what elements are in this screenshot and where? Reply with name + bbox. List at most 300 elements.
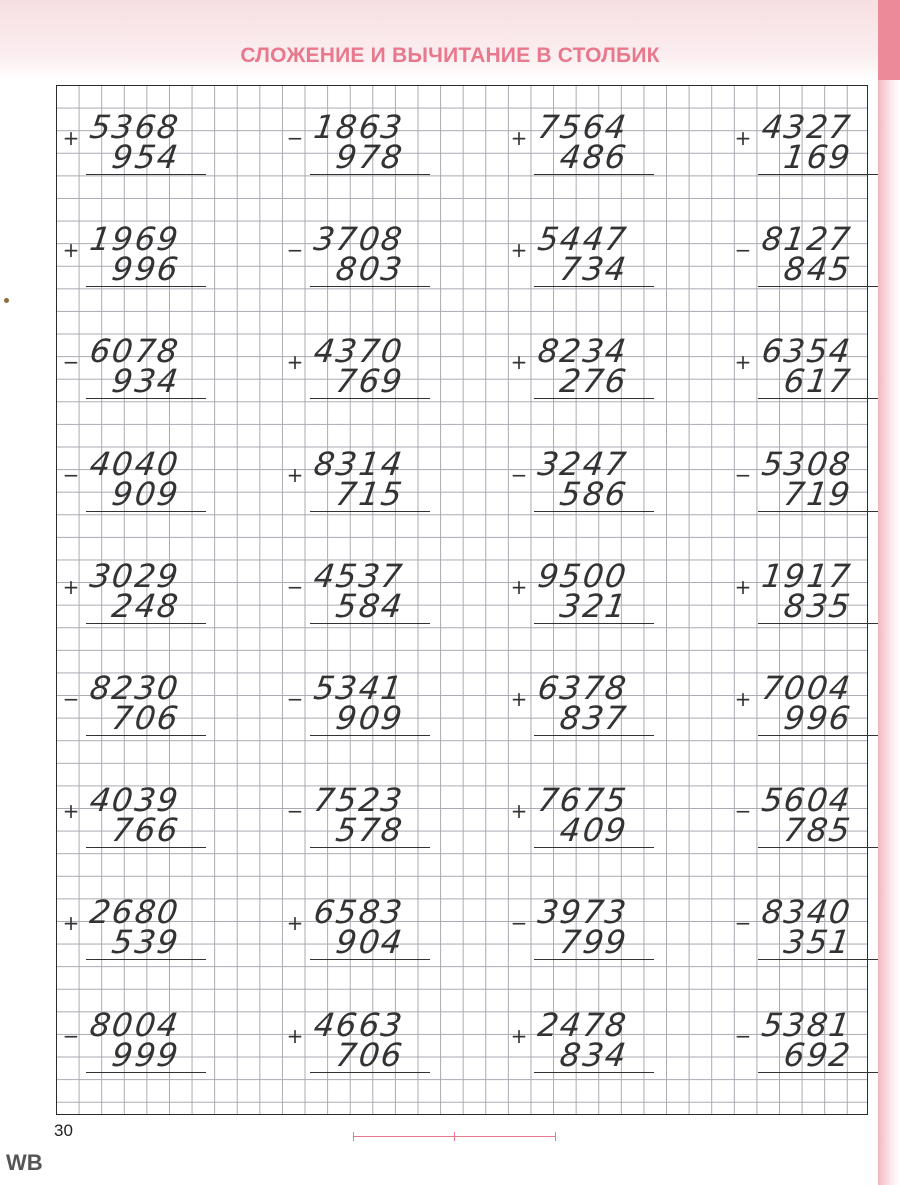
digit: 3: [580, 699, 606, 737]
operation-sign: +: [62, 799, 80, 824]
digit: 2: [132, 556, 158, 595]
operation-sign: −: [286, 687, 304, 711]
digit: 2: [557, 444, 584, 483]
column-arithmetic-problem: [286, 444, 436, 517]
digit: 7: [580, 893, 606, 932]
digit: 9: [109, 1035, 136, 1074]
digit: 7: [602, 444, 629, 483]
digit: 1: [759, 556, 785, 595]
operation-sign: +: [286, 350, 304, 375]
digit: 0: [154, 669, 181, 707]
digit: 6: [356, 362, 382, 401]
digit: 0: [154, 444, 181, 483]
column-arithmetic-problem: [734, 895, 884, 965]
digit: 0: [804, 444, 830, 483]
digit: 6: [87, 332, 113, 371]
second-operand: [76, 586, 188, 625]
second-operand: [748, 586, 860, 625]
digit: 7: [356, 811, 382, 850]
column-arithmetic-problem: [62, 444, 212, 517]
digit: 3: [311, 220, 337, 259]
operation-sign: +: [510, 687, 528, 711]
operation-sign: −: [62, 1023, 80, 1048]
digit: 3: [132, 923, 158, 962]
digit: 7: [781, 474, 808, 513]
digit: 9: [333, 699, 360, 737]
digit: 7: [759, 669, 785, 707]
result-line: [758, 847, 878, 848]
digit: 4: [557, 220, 584, 259]
digit: 9: [154, 923, 181, 962]
digit: 0: [804, 669, 830, 707]
digit: 3: [132, 669, 158, 707]
digit: 4: [87, 781, 113, 820]
operation-sign: −: [734, 462, 752, 487]
digit: 4: [378, 923, 405, 962]
digit: 4: [557, 811, 584, 850]
digit: 7: [356, 332, 382, 371]
digit: 6: [557, 781, 584, 820]
digit: 8: [826, 444, 853, 483]
column-arithmetic-problem: [62, 556, 212, 629]
digit: 0: [132, 699, 158, 737]
result-line: [534, 623, 654, 624]
second-operand: [524, 701, 636, 735]
result-line: [758, 623, 878, 624]
operation-sign: −: [734, 799, 752, 824]
digit: 4: [602, 250, 629, 289]
second-operand: [300, 140, 412, 174]
result-line: [86, 847, 206, 848]
digit: 9: [109, 138, 136, 176]
digit: 4: [356, 669, 382, 707]
ruler-tick: [454, 1132, 455, 1141]
digit: 5: [557, 474, 584, 513]
digit: 8: [333, 250, 360, 289]
second-operand: [76, 923, 188, 962]
digit: 9: [826, 474, 853, 513]
digit: 7: [535, 781, 561, 820]
digit: 9: [333, 923, 360, 962]
digit: 9: [826, 138, 853, 176]
digit: 3: [378, 893, 405, 932]
column-arithmetic-problem: [286, 334, 436, 404]
digit: 8: [378, 811, 405, 850]
digit: 6: [781, 362, 808, 401]
result-line: [758, 959, 878, 960]
digit: 8: [580, 138, 606, 176]
digit: 2: [580, 586, 606, 625]
digit: 1: [826, 1005, 853, 1044]
digit: 4: [602, 108, 629, 146]
digit: 5: [804, 923, 830, 962]
digit: 8: [781, 250, 808, 289]
column-arithmetic-problem: [510, 556, 660, 629]
result-line: [534, 286, 654, 287]
second-operand: [300, 923, 412, 962]
digit: 4: [311, 556, 337, 595]
second-operand: [524, 250, 636, 289]
ink-speck: [4, 298, 9, 303]
ruler-tick: [555, 1132, 556, 1141]
digit: 0: [378, 332, 405, 371]
operation-sign: −: [510, 462, 528, 487]
result-line: [534, 735, 654, 736]
digit: 8: [804, 1005, 830, 1044]
result-line: [86, 511, 206, 512]
digit: 7: [781, 811, 808, 850]
digit: 4: [602, 1035, 629, 1074]
second-operand: [748, 923, 860, 962]
digit: 6: [132, 220, 158, 259]
digit: 1: [781, 138, 808, 176]
digit: 7: [826, 108, 853, 146]
digit: 1: [804, 362, 830, 401]
digit: 0: [154, 893, 181, 932]
column-arithmetic-problem: [286, 110, 436, 180]
digit: 3: [602, 893, 629, 932]
digit: 1: [781, 220, 808, 259]
digit: 2: [109, 669, 136, 707]
digit: 0: [580, 556, 606, 595]
column-arithmetic-problem: [510, 110, 660, 180]
operation-sign: −: [510, 911, 528, 936]
operation-sign: +: [286, 911, 304, 936]
digit: 9: [333, 138, 360, 176]
result-line: [310, 174, 430, 175]
digit: 5: [378, 474, 405, 513]
digit: 9: [109, 220, 136, 259]
result-line: [86, 1072, 206, 1073]
digit: 7: [580, 669, 606, 707]
second-operand: [300, 586, 412, 625]
digit: 5: [602, 781, 629, 820]
digit: 3: [333, 444, 360, 483]
digit: 2: [804, 220, 830, 259]
column-arithmetic-problem: [286, 556, 436, 629]
digit: 9: [804, 1035, 830, 1074]
watermark-logo: WB: [6, 1150, 43, 1175]
digit: 6: [154, 811, 181, 850]
result-line: [758, 511, 878, 512]
digit: 3: [781, 893, 808, 932]
digit: 4: [804, 893, 830, 932]
result-line: [534, 1072, 654, 1073]
digit: 3: [333, 332, 360, 371]
page-number: 30: [54, 1121, 73, 1140]
digit: 8: [759, 220, 785, 259]
column-arithmetic-problem: [510, 783, 660, 853]
digit: 6: [154, 250, 181, 289]
column-arithmetic-problem: [286, 671, 436, 741]
page-header-band: [0, 0, 900, 80]
digit: 0: [804, 781, 830, 820]
digit: 5: [826, 811, 853, 850]
digit: 7: [826, 220, 853, 259]
result-line: [310, 847, 430, 848]
digit: 6: [154, 699, 181, 737]
digit: 9: [132, 250, 158, 289]
operation-sign: +: [286, 462, 304, 487]
digit: 2: [109, 586, 136, 625]
digit: 6: [132, 108, 158, 146]
operation-sign: +: [734, 574, 752, 599]
digit: 9: [580, 923, 606, 962]
column-arithmetic-problem: [62, 671, 212, 741]
digit: 5: [87, 108, 113, 146]
digit: 0: [580, 811, 606, 850]
second-operand: [524, 923, 636, 962]
digit: 3: [781, 332, 808, 371]
digit: 8: [602, 1005, 629, 1044]
digit: 1: [602, 586, 629, 625]
digit: 2: [804, 108, 830, 146]
digit: 2: [557, 362, 584, 401]
digit: 5: [759, 444, 785, 483]
digit: 6: [333, 1005, 360, 1044]
digit: 1: [804, 474, 830, 513]
digit: 9: [132, 1035, 158, 1074]
digit: 7: [580, 1005, 606, 1044]
digit: 1: [356, 474, 382, 513]
digit: 6: [132, 811, 158, 850]
column-arithmetic-problem: [286, 895, 436, 965]
digit: 7: [378, 556, 405, 595]
digit: 4: [154, 1005, 181, 1044]
column-arithmetic-problem: [62, 334, 212, 404]
digit: 8: [535, 332, 561, 371]
digit: 4: [557, 138, 584, 176]
digit: 7: [580, 362, 606, 401]
digit: 4: [154, 138, 181, 176]
digit: 8: [154, 332, 181, 371]
digit: 4: [132, 586, 158, 625]
digit: 7: [109, 811, 136, 850]
digit: 3: [781, 108, 808, 146]
second-operand: [524, 140, 636, 174]
second-operand: [524, 474, 636, 513]
digit: 4: [580, 220, 606, 259]
column-arithmetic-problem: [510, 895, 660, 965]
digit: 8: [154, 108, 181, 146]
digit: 0: [109, 781, 136, 820]
second-operand: [748, 140, 860, 174]
digit: 3: [781, 1005, 808, 1044]
digit: 6: [109, 893, 136, 932]
digit: 3: [557, 669, 584, 707]
result-line: [86, 174, 206, 175]
second-operand: [76, 362, 188, 401]
digit: 7: [826, 362, 853, 401]
digit: 1: [356, 444, 382, 483]
digit: 7: [333, 474, 360, 513]
column-arithmetic-problem: [62, 1005, 212, 1078]
digit: 5: [333, 556, 360, 595]
digit: 8: [602, 669, 629, 707]
digit: 0: [132, 474, 158, 513]
second-operand: [300, 701, 412, 735]
digit: 8: [781, 586, 808, 625]
digit: 8: [759, 893, 785, 932]
column-arithmetic-problem: [510, 444, 660, 517]
digit: 3: [781, 444, 808, 483]
result-line: [86, 286, 206, 287]
digit: 1: [311, 108, 337, 146]
column-arithmetic-problem: [734, 1005, 884, 1078]
second-operand: [76, 701, 188, 735]
digit: 1: [378, 669, 405, 707]
digit: 8: [378, 220, 405, 259]
column-arithmetic-problem: [510, 1005, 660, 1078]
digit: 5: [333, 811, 360, 850]
second-operand: [76, 140, 188, 174]
result-line: [310, 959, 430, 960]
digit: 7: [826, 556, 853, 595]
digit: 2: [535, 1005, 561, 1044]
digit: 5: [109, 923, 136, 962]
operation-sign: +: [510, 1023, 528, 1048]
digit: 4: [826, 669, 853, 707]
digit: 8: [356, 893, 382, 932]
column-arithmetic-problem: [510, 222, 660, 292]
digit: 8: [580, 474, 606, 513]
digit: 2: [87, 893, 113, 932]
digit: 4: [311, 332, 337, 371]
digit: 2: [826, 1035, 853, 1074]
column-arithmetic-problem: [734, 222, 884, 292]
result-line: [534, 511, 654, 512]
digit: 5: [557, 556, 584, 595]
digit: 0: [356, 699, 382, 737]
second-operand: [748, 1035, 860, 1074]
digit: 6: [602, 474, 629, 513]
operation-sign: +: [510, 574, 528, 599]
result-line: [86, 735, 206, 736]
digit: 6: [781, 781, 808, 820]
digit: 3: [132, 362, 158, 401]
digit: 5: [759, 781, 785, 820]
digit: 5: [826, 250, 853, 289]
operation-sign: −: [62, 350, 80, 375]
digit: 7: [580, 781, 606, 820]
operation-sign: +: [734, 126, 752, 150]
digit: 9: [154, 220, 181, 259]
second-operand: [76, 811, 188, 850]
second-operand: [76, 474, 188, 513]
operation-sign: +: [62, 911, 80, 936]
digit: 7: [333, 220, 360, 259]
result-line: [758, 286, 878, 287]
column-arithmetic-problem: [510, 334, 660, 404]
column-arithmetic-problem: [286, 1005, 436, 1078]
result-line: [310, 511, 430, 512]
result-line: [310, 623, 430, 624]
digit: 4: [804, 250, 830, 289]
digit: 1: [87, 220, 113, 259]
digit: 4: [580, 444, 606, 483]
page-edge-tab: [878, 0, 900, 80]
digit: 9: [378, 699, 405, 737]
digit: 3: [378, 108, 405, 146]
digit: 8: [154, 586, 181, 625]
digit: 7: [602, 220, 629, 259]
ruler-tick: [353, 1132, 354, 1141]
second-operand: [300, 362, 412, 401]
digit: 5: [759, 1005, 785, 1044]
column-arithmetic-problem: [510, 671, 660, 741]
digit: 4: [826, 332, 853, 371]
digit: 0: [781, 669, 808, 707]
digit: 0: [826, 893, 853, 932]
operation-sign: +: [510, 238, 528, 263]
column-arithmetic-problem: [62, 110, 212, 180]
second-operand: [524, 362, 636, 401]
digit: 0: [356, 220, 382, 259]
digit: 9: [154, 1035, 181, 1074]
second-operand: [524, 811, 636, 850]
digit: 4: [378, 444, 405, 483]
digit: 6: [535, 669, 561, 707]
result-line: [310, 398, 430, 399]
result-line: [534, 174, 654, 175]
digit: 3: [87, 556, 113, 595]
operation-sign: +: [510, 126, 528, 150]
digit: 7: [535, 108, 561, 146]
operation-sign: −: [734, 238, 752, 263]
digit: 4: [87, 444, 113, 483]
digit: 9: [154, 781, 181, 820]
result-line: [310, 735, 430, 736]
second-operand: [748, 362, 860, 401]
digit: 0: [109, 444, 136, 483]
digit: 3: [378, 1005, 405, 1044]
second-operand: [300, 811, 412, 850]
digit: 4: [826, 781, 853, 820]
digit: 4: [154, 362, 181, 401]
operation-sign: −: [286, 238, 304, 263]
digit: 5: [333, 893, 360, 932]
digit: 8: [333, 108, 360, 146]
digit: 8: [557, 699, 584, 737]
digit: 1: [804, 556, 830, 595]
result-line: [758, 398, 878, 399]
digit: 9: [109, 474, 136, 513]
digit: 5: [535, 220, 561, 259]
operation-sign: +: [510, 350, 528, 375]
digit: 2: [557, 332, 584, 371]
digit: 3: [580, 332, 606, 371]
operation-sign: −: [734, 911, 752, 936]
second-operand: [524, 586, 636, 625]
digit: 9: [781, 699, 808, 737]
digit: 0: [602, 556, 629, 595]
digit: 5: [826, 586, 853, 625]
digit: 9: [109, 362, 136, 401]
digit: 7: [311, 781, 337, 820]
digit: 6: [602, 138, 629, 176]
digit: 3: [580, 1035, 606, 1074]
digit: 3: [333, 669, 360, 707]
digit: 7: [557, 923, 584, 962]
digit: 7: [557, 250, 584, 289]
digit: 6: [602, 362, 629, 401]
operation-sign: −: [286, 799, 304, 824]
digit: 3: [378, 250, 405, 289]
digit: 7: [132, 332, 158, 371]
digit: 9: [535, 556, 561, 595]
digit: 9: [154, 556, 181, 595]
digit: 7: [602, 699, 629, 737]
